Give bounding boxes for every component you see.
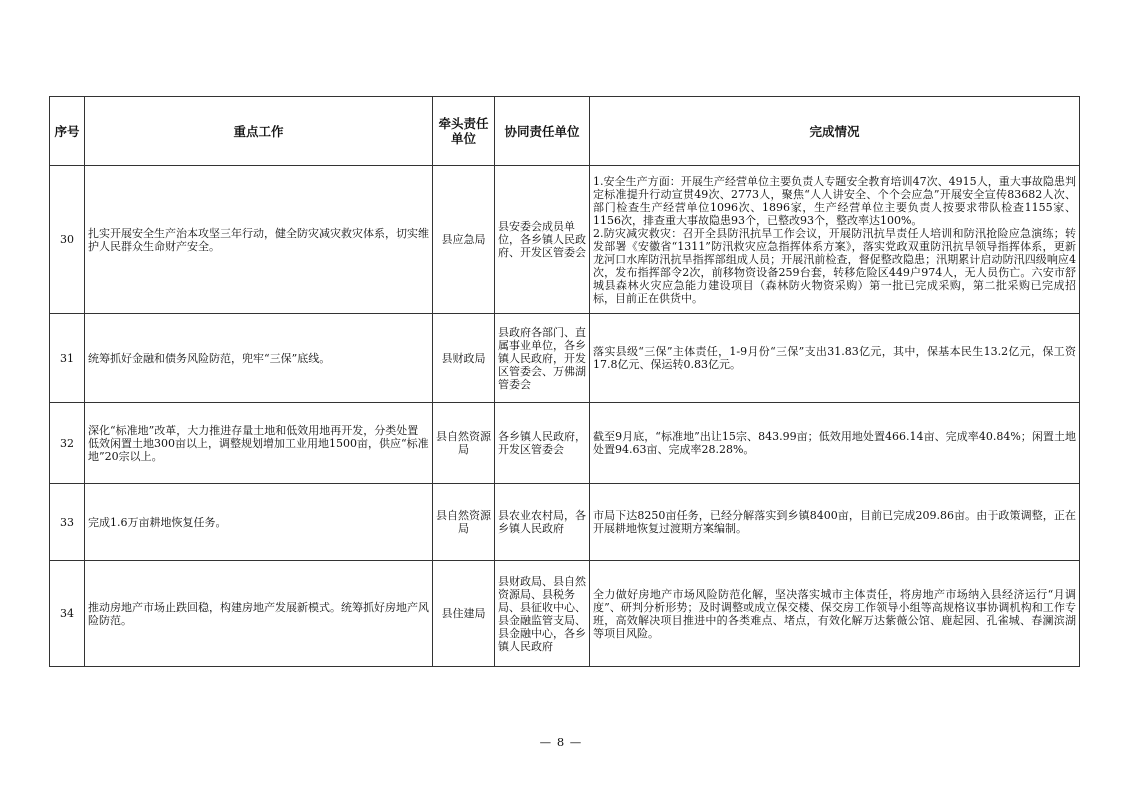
row-key-work: 扎实开展安全生产治本攻坚三年行动，健全防灾减灾救灾体系，切实维护人民群众生命财产安全。 bbox=[85, 166, 433, 314]
row-coop-unit: 县财政局、县自然资源局、县税务局、县征收中心、县金融监管支局、县金融中心，各乡镇人民政府 bbox=[495, 561, 590, 667]
row-coop-unit: 各乡镇人民政府，开发区管委会 bbox=[495, 403, 590, 484]
row-coop-unit: 县农业农村局，各乡镇人民政府 bbox=[495, 484, 590, 561]
header-status: 完成情况 bbox=[590, 97, 1080, 166]
row-key-work: 完成1.6万亩耕地恢复任务。 bbox=[85, 484, 433, 561]
header-seq: 序号 bbox=[50, 97, 85, 166]
header-lead-unit: 牵头责任单位 bbox=[433, 97, 495, 166]
row-coop-unit: 县安委会成员单位，各乡镇人民政府、开发区管委会 bbox=[495, 166, 590, 314]
table-row bbox=[50, 314, 1080, 403]
row-status: 全力做好房地产市场风险防范化解，坚决落实城市主体责任，将房地产市场纳入县经济运行“月调度”、研判分析形势；及时调整或成立保交楼、保交房工作领导小组等高规格议事协调机构和工作专班，高效解决项目推进中的各类难点、堵点，有效化解万达紫薇公馆、鹿起园、孔雀城、春澜滨湖等项目风险。 bbox=[590, 561, 1080, 667]
key-work-table bbox=[49, 96, 1080, 667]
row-status: 1.安全生产方面：开展生产经营单位主要负责人专题安全教育培训47次、4915人，重大事故隐患判定标准提升行动宣贯49次、2773人，聚焦“人人讲安全、个个会应急”开展安全宣传83682人次、部门检查生产经营单位1096次、1896家，生产经营单位主要负责人按要求带队检查1155家、1156次，排查重大事故隐患93个，已整改93个，整改率达100%。 2.防灾减灾救灾：召开全县防汛抗旱工作会议，开展防汛抗旱责任人培训和防汛抢险应急演练；转发部署《安徽省“1311”防汛救灾应急指挥体系方案》，落实党政双重防汛抗旱领导指挥体系，更新龙河口水库防汛抗旱指挥部组成人员；开展汛前检查，督促整改隐患；汛期累计启动防汛四级响应4次，发布指挥部令2次，前移物资设备259台套，转移危险区449户974人，无人员伤亡。六安市舒城县森林火灾应急能力建设项目（森林防火物资采购）第一批已完成采购，第二批采购已完成招标，目前正在供货中。 bbox=[590, 166, 1080, 314]
table-header-row bbox=[50, 97, 1080, 166]
table-row bbox=[50, 403, 1080, 484]
header-coop-unit: 协同责任单位 bbox=[495, 97, 590, 166]
row-status: 落实县级“三保”主体责任，1-9月份“三保”支出31.83亿元，其中，保基本民生13.2亿元，保工资17.8亿元、保运转0.83亿元。 bbox=[590, 314, 1080, 403]
row-seq: 34 bbox=[50, 561, 85, 667]
header-key-work: 重点工作 bbox=[85, 97, 433, 166]
row-status: 截至9月底，“标准地”出让15宗、843.99亩；低效用地处置466.14亩、完成率40.84%；闲置土地处置94.63亩、完成率28.28%。 bbox=[590, 403, 1080, 484]
row-seq: 31 bbox=[50, 314, 85, 403]
row-status: 市局下达8250亩任务，已经分解落实到乡镇8400亩，目前已完成209.86亩。由于政策调整，正在开展耕地恢复过渡期方案编制。 bbox=[590, 484, 1080, 561]
row-lead-unit: 县应急局 bbox=[433, 166, 495, 314]
row-seq: 32 bbox=[50, 403, 85, 484]
row-coop-unit: 县政府各部门、直属事业单位，各乡镇人民政府，开发区管委会、万佛湖管委会 bbox=[495, 314, 590, 403]
table-row bbox=[50, 484, 1080, 561]
row-key-work: 推动房地产市场止跌回稳，构建房地产发展新模式。统筹抓好房地产风险防范。 bbox=[85, 561, 433, 667]
row-lead-unit: 县自然资源局 bbox=[433, 484, 495, 561]
page-number: — 8 — bbox=[539, 735, 583, 749]
row-lead-unit: 县自然资源局 bbox=[433, 403, 495, 484]
table-row bbox=[50, 561, 1080, 667]
row-lead-unit: 县住建局 bbox=[433, 561, 495, 667]
table-row bbox=[50, 166, 1080, 314]
row-lead-unit: 县财政局 bbox=[433, 314, 495, 403]
row-key-work: 统筹抓好金融和债务风险防范，兜牢“三保”底线。 bbox=[85, 314, 433, 403]
row-seq: 30 bbox=[50, 166, 85, 314]
row-key-work: 深化“标准地”改革，大力推进存量土地和低效用地再开发，分类处置低效闲置土地300亩以上，调整规划增加工业用地1500亩，供应“标准地”20宗以上。 bbox=[85, 403, 433, 484]
row-seq: 33 bbox=[50, 484, 85, 561]
